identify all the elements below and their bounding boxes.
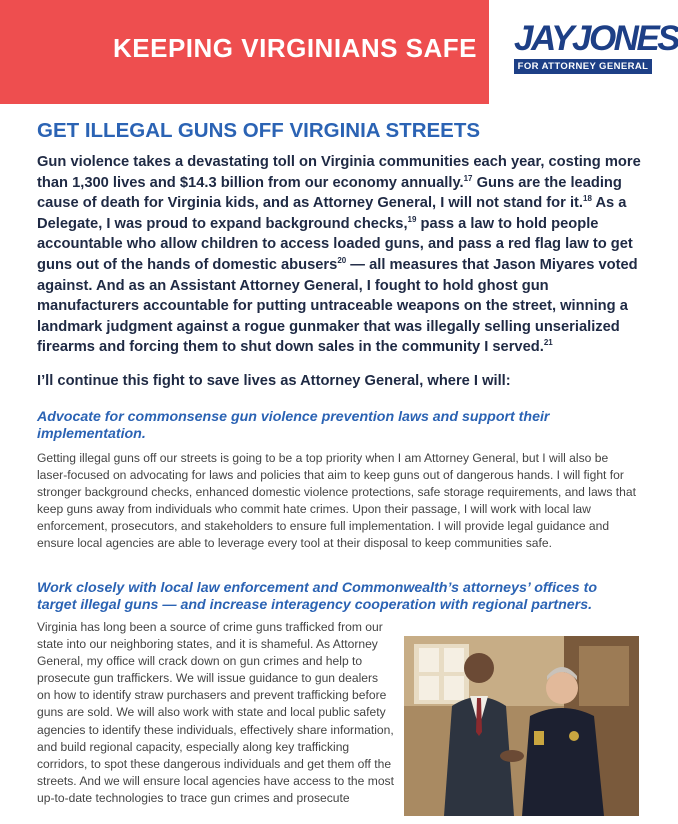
logo-subtitle: FOR ATTORNEY GENERAL: [514, 59, 652, 74]
footnote-ref: 21: [543, 338, 553, 348]
section-body-advocate: Getting illegal guns off our streets is going to be a top priority when I am Attorney General, but I will also be laser-focused on advocating for laws and policies that aim to keep guns out of dangerous hands. I will fight for stronger background checks, enhanced domestic violence protections, safe storage requirements, and laws that keep guns away from individuals who commit hate crimes. Upon their passage, I will work with local law enforcement, prosecutors, and stakeholders to ensure full implementation. I will provide legal guidance and ensure local agencies are able to leverage every tool at their disposal to keep communities safe.: [37, 451, 636, 551]
intro-text: Gun violence takes a devastating toll on Virginia communities each year, costing more than 1,300 lives and $14.3 billion from our economy annually.: [37, 154, 641, 191]
footnote-ref: 19: [407, 214, 417, 224]
intro-paragraph: [37, 152, 641, 358]
section-heading-advocate: Advocate for commonsense gun violence prevention laws and support their implementation.: [37, 409, 550, 442]
footnote-ref: 20: [337, 256, 347, 266]
intro-text: — all measures that Jason Miyares voted against. And as an Assistant Attorney General, I fought to hold ghost gun manufacturers accountable for putting untraceable weapons on the street, winning a landmark judgment against a rogue gunmaker that was illegally selling unserialized firearms and forcing them to shut down sales in the community I served.: [37, 256, 638, 356]
footnote-ref: 17: [463, 173, 473, 183]
campaign-logo: [514, 19, 678, 74]
intro-text: As a Delegate, I was proud to expand background checks,: [37, 195, 627, 232]
section-body-law-enforcement: Virginia has long been a source of crime guns trafficked from our state into our neighboring states, and it is shameful. As Attorney General, my office will crack down on gun crimes and help to prosecute gun traffickers. We will issue guidance to gun dealers on how to identify straw purchasers and prevent trafficking before guns are sold. We will also work with state and local public safety agencies to identify these individuals, effectively share information, and build regional capacity, especially along key trafficking corridors, to spot these dangerous individuals and get them off the streets. And we will ensure local agencies have access to the most up-to-date technologies to trace gun crimes and prosecute: [37, 620, 394, 805]
candidate-with-officer-photo: [404, 636, 639, 816]
header-banner: [0, 0, 489, 104]
intro-text: Guns are the leading cause of death for Virginia kids, and as Attorney General, I will not stand for it.: [37, 174, 622, 212]
logo-name: JAYJONES: [514, 19, 678, 58]
page-heading: GET ILLEGAL GUNS OFF VIRGINIA STREETS: [37, 119, 481, 142]
banner-title: KEEPING VIRGINIANS SAFE: [113, 33, 477, 63]
lead-sentence: I’ll continue this fight to save lives as Attorney General, where I will:: [37, 373, 511, 389]
intro-text: pass a law to hold people accountable who allow children to access loaded guns, and pass a red flag law to get guns out of the hands of domestic abusers: [37, 215, 633, 273]
footnote-ref: 18: [583, 194, 592, 204]
section-heading-law-enforcement: Work closely with local law enforcement and Commonwealth’s attorneys’ offices to target illegal guns — and increase interagency cooperation with regional partners.: [37, 580, 598, 613]
photo-illustration: [404, 636, 639, 816]
